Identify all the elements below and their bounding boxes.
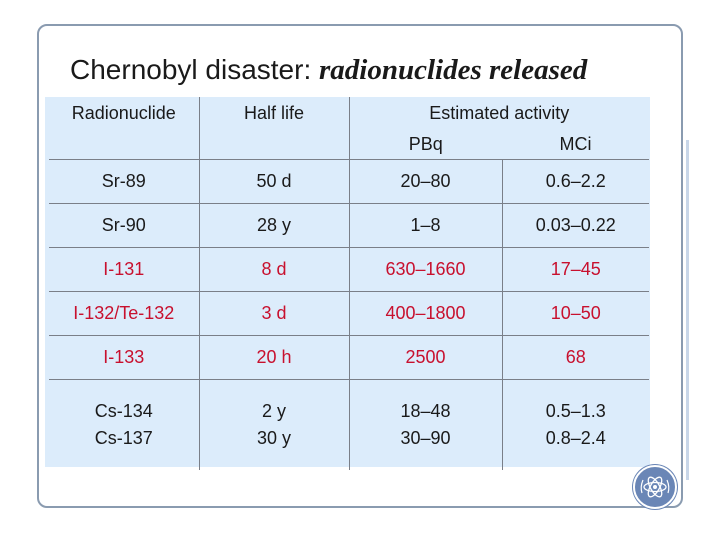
cell-half-life: 2 y: [199, 380, 349, 427]
cell-nuclide: Cs-134: [49, 380, 199, 427]
cell-pbq: 400–1800: [349, 292, 502, 336]
cell-half-life: 20 h: [199, 336, 349, 380]
cell-pbq: 30–90: [349, 426, 502, 470]
table-row: [49, 336, 649, 380]
table-row: [49, 248, 649, 292]
table-row: [49, 380, 649, 427]
cell-mci: 0.6–2.2: [502, 160, 649, 204]
iaea-emblem-icon: [633, 465, 677, 509]
cell-nuclide: Cs-137: [49, 426, 199, 470]
cell-half-life: 8 d: [199, 248, 349, 292]
cell-mci: 10–50: [502, 292, 649, 336]
header-row: [49, 97, 649, 129]
slide-title: [70, 54, 587, 87]
cell-half-life: 3 d: [199, 292, 349, 336]
cell-nuclide: Sr-89: [49, 160, 199, 204]
header-estimated-activity: Estimated activity: [429, 102, 570, 123]
header-half-life: Half life: [199, 97, 349, 160]
cell-pbq: 630–1660: [349, 248, 502, 292]
cell-nuclide: I-133: [49, 336, 199, 380]
table-row: [49, 426, 649, 470]
cell-pbq: 20–80: [349, 160, 502, 204]
cell-pbq: 2500: [349, 336, 502, 380]
cell-mci: 0.5–1.3: [545, 401, 606, 421]
cell-half-life: 28 y: [199, 204, 349, 248]
radionuclide-table: [49, 97, 649, 470]
cell-nuclide: I-132/Te-132: [49, 292, 199, 336]
frame-side-rail: [686, 140, 689, 480]
cell-pbq: 1–8: [349, 204, 502, 248]
cell-nuclide: Sr-90: [49, 204, 199, 248]
header-radionuclide: Radionuclide: [49, 97, 199, 160]
cell-nuclide: I-131: [49, 248, 199, 292]
header-mci: MCi: [502, 129, 649, 160]
table-row: [49, 160, 649, 204]
cell-mci: 17–45: [502, 248, 649, 292]
header-pbq: PBq: [349, 129, 502, 160]
table-row: [49, 292, 649, 336]
cell-mci: 0.03–0.22: [502, 204, 649, 248]
cell-half-life: 50 d: [199, 160, 349, 204]
table-row: [49, 204, 649, 248]
cell-half-life: 30 y: [199, 426, 349, 470]
title-plain: Chernobyl disaster:: [70, 54, 320, 85]
cell-pbq: 18–48: [349, 380, 502, 427]
emblem-glyph-icon: [635, 467, 675, 507]
cell-mci: 68: [502, 336, 649, 380]
cell-mci: 0.8–2.4: [545, 428, 606, 448]
title-emphasis: radionuclides released: [319, 54, 588, 86]
